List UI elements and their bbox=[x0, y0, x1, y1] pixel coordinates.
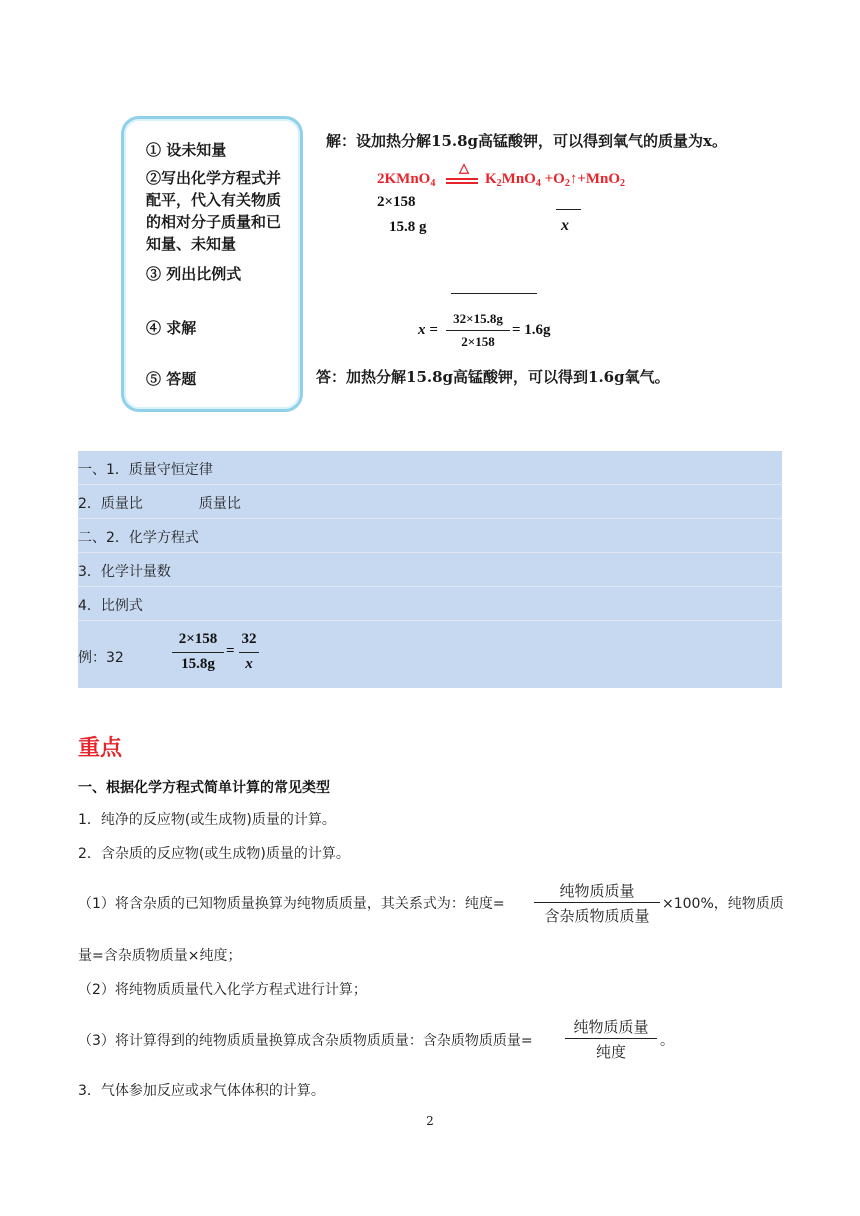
known-mass: 15.8 g bbox=[389, 219, 427, 235]
blank-line bbox=[556, 209, 581, 210]
step-5: ⑤ 答题 bbox=[146, 370, 197, 388]
example-equals: = bbox=[226, 643, 235, 659]
equation-products: $K_2MnO_4$ $+O_2↑+MnO_2$ bbox=[485, 171, 626, 189]
summary-row-4: 3．化学计量数 bbox=[78, 564, 171, 580]
step-2-line1: ②写出化学方程式并 bbox=[146, 169, 282, 187]
solution-answer: 答：加热分解15.8g高锰酸钾，可以得到1.6g氧气。 bbox=[316, 368, 670, 386]
example-right-numerator: 32 bbox=[241, 631, 257, 647]
step-3: ③ 列出比例式 bbox=[146, 265, 242, 283]
purity-fraction-bar bbox=[534, 902, 660, 903]
example-numerator: 2×158 bbox=[178, 631, 218, 647]
summary-table bbox=[78, 451, 782, 688]
sub-item-1-continuation: 量=含杂质物质量×纯度； bbox=[78, 948, 242, 964]
subheading: 一、根据化学方程式简单计算的常见类型 bbox=[78, 780, 330, 796]
summary-divider bbox=[78, 620, 782, 621]
example-fraction-bar bbox=[172, 652, 224, 653]
item-1: 1．纯净的反应物(或生成物)质量的计算。 bbox=[78, 812, 336, 828]
equation-double-line-bottom bbox=[446, 182, 478, 184]
x-equals: x = bbox=[418, 322, 438, 338]
equation-double-line-top bbox=[446, 178, 478, 180]
steps-box bbox=[121, 116, 303, 412]
summary-divider bbox=[78, 586, 782, 587]
summary-example-label: 例：32 bbox=[78, 650, 124, 666]
item-2: 2．含杂质的反应物(或生成物)质量的计算。 bbox=[78, 846, 350, 862]
calc-numerator: 32×15.8g bbox=[453, 311, 503, 326]
step-2-line3: 的相对分子质量和已 bbox=[146, 213, 282, 231]
example-right-fraction-bar bbox=[239, 652, 259, 653]
page-number: 2 bbox=[426, 1114, 434, 1128]
summary-row-2: 2．质量比 质量比 bbox=[78, 496, 241, 512]
sub-item-1: （1）将含杂质的已知物质量换算为纯物质质量，其关系式为：纯度= bbox=[78, 896, 505, 912]
step-2-line2: 配平，代入有关物质 bbox=[146, 191, 282, 209]
example-denominator: 15.8g bbox=[181, 656, 215, 672]
example-right-denominator: x bbox=[245, 656, 253, 672]
equation-reactant: 2KMnO$_4$ bbox=[377, 171, 436, 189]
impure-mass-fraction-bar bbox=[565, 1038, 657, 1039]
summary-row-3: 二、2．化学方程式 bbox=[78, 530, 199, 546]
sub-item-2: （2）将纯物质质量代入化学方程式进行计算； bbox=[78, 982, 367, 998]
impure-mass-numerator: 纯物质质量 bbox=[573, 1018, 649, 1036]
unknown-x: x bbox=[561, 217, 569, 234]
mass-ratio: 2×158 bbox=[377, 194, 416, 210]
purity-numerator: 纯物质质量 bbox=[559, 882, 635, 900]
step-2-line4: 知量、未知量 bbox=[146, 235, 237, 253]
summary-divider bbox=[78, 484, 782, 485]
step-1: ① 设未知量 bbox=[146, 141, 227, 159]
heat-symbol: △ bbox=[459, 160, 469, 175]
calc-fraction-bar bbox=[446, 330, 510, 331]
summary-row-1: 一、1．质量守恒定律 bbox=[78, 462, 213, 478]
sub-item-1-tail: ×100%，纯物质质 bbox=[662, 896, 784, 912]
section-title: 重点 bbox=[78, 736, 123, 761]
impure-mass-denominator: 纯度 bbox=[595, 1043, 626, 1061]
calc-denominator: 2×158 bbox=[461, 334, 495, 349]
solution-intro: 解：设加热分解15.8g高锰酸钾，可以得到氧气的质量为x。 bbox=[326, 132, 727, 150]
ratio-blank-line bbox=[451, 293, 537, 294]
summary-divider bbox=[78, 518, 782, 519]
sub-item-3-tail: 。 bbox=[660, 1033, 674, 1049]
summary-divider bbox=[78, 552, 782, 553]
sub-item-3: （3）将计算得到的纯物质质量换算成含杂质物质质量：含杂质物质质量= bbox=[78, 1033, 533, 1049]
purity-denominator: 含杂质物质质量 bbox=[544, 907, 650, 925]
step-4: ④ 求解 bbox=[146, 319, 197, 337]
calc-result: = 1.6g bbox=[512, 322, 551, 338]
summary-row-5: 4．比例式 bbox=[78, 598, 143, 614]
item-3: 3．气体参加反应或求气体体积的计算。 bbox=[78, 1083, 325, 1099]
